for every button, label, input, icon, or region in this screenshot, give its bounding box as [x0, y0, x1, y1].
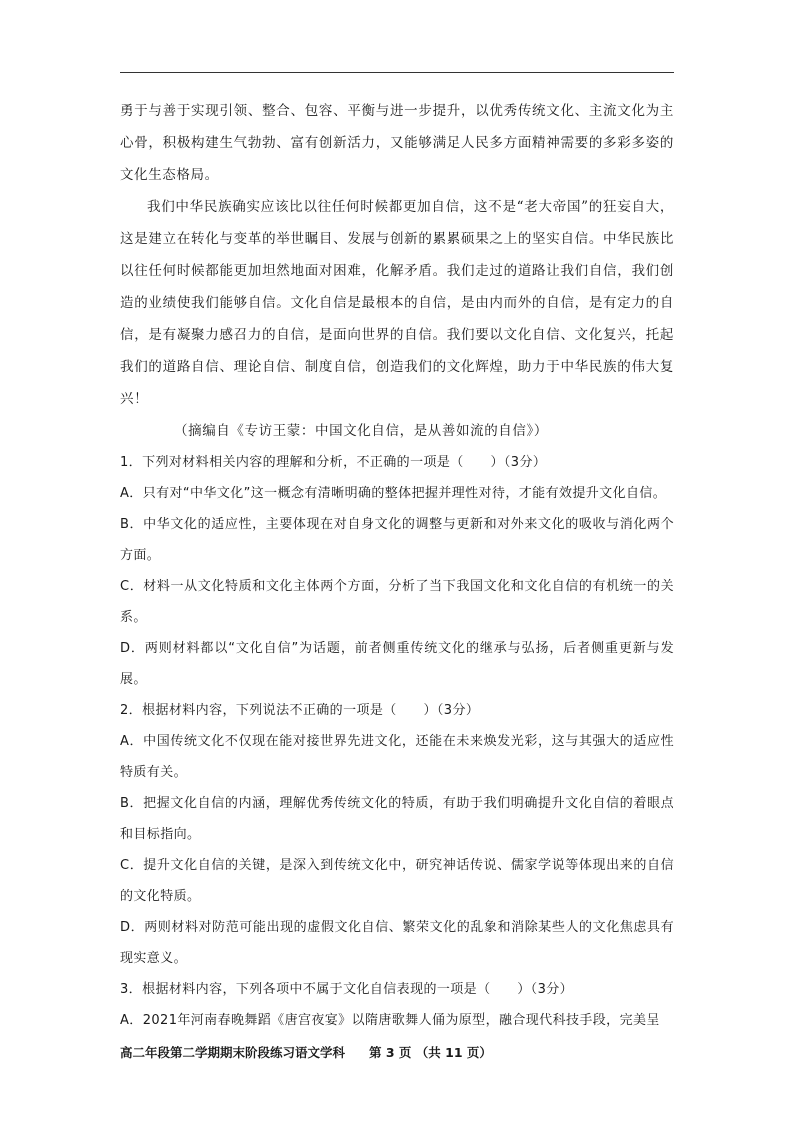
footer-title: 高二年段第二学期期末阶段练习语文学科 — [120, 1045, 346, 1060]
question-stem: 3．根据材料内容，下列各项中不属于文化自信表现的一项是（ ）（3分） — [120, 982, 574, 997]
page-number: 第 3 页 （共 11 页） — [369, 1045, 492, 1060]
option-a: A．中国传统文化不仅现在能对接世界先进文化，还能在未来焕发光彩，这与其强大的适应性特质有关。 — [120, 734, 674, 780]
option-c: C．材料一从文化特质和文化主体两个方面，分析了当下我国文化和文化自信的有机统一的关系。 — [120, 579, 674, 625]
passage-paragraph-2: 我们中华民族确实应该比以往任何时候都更加自信，这不是“老大帝国”的狂妄自大，这是建立在转化与变革的举世瞩目、发展与创新的累累硕果之上的坚实自信。中华民族比以往任何时候都能更加坦然地面对困难，化解矛盾。我们走过的道路让我们自信，我们创造的业绩使我们能够自信。文化自信是最根本的自信，是由内而外的自信，是有定力的自信，是有凝聚力感召力的自信，是面向世界的自信。我们要以文化自信、文化复兴，托起我们的道路自信、理论自信、制度自信，创造我们的文化辉煌，助力于中华民族的伟大复兴！ — [120, 199, 674, 407]
question-3 — [120, 974, 674, 1036]
question-stem: 1．下列对材料相关内容的理解和分析，不正确的一项是（ ）（3分） — [120, 455, 547, 470]
header-rule — [120, 72, 674, 73]
option-a: A．只有对“中华文化”这一概念有清晰明确的整体把握并理性对待，才能有效提升文化自信。 — [120, 486, 667, 501]
option-b: B．中华文化的适应性，主要体现在对自身文化的调整与更新和对外来文化的吸收与消化两个方面。 — [120, 517, 674, 563]
page-footer — [120, 1044, 674, 1062]
passage-paragraph-1: 勇于与善于实现引领、整合、包容、平衡与进一步提升，以优秀传统文化、主流文化为主心骨，积极构建生气勃勃、富有创新活力，又能够满足人民多方面精神需要的多彩多姿的文化生态格局。 — [120, 103, 674, 183]
passage-source: （摘编自《专访王蒙：中国文化自信，是从善如流的自信》） — [174, 423, 548, 439]
option-b: B．把握文化自信的内涵，理解优秀传统文化的特质，有助于我们明确提升文化自信的着眼点和目标指向。 — [120, 796, 674, 842]
option-a: A．2021年河南春晚舞蹈《唐宫夜宴》以隋唐歌舞人俑为原型，融合现代科技手段，完美呈 — [120, 1013, 660, 1028]
option-d: D．两则材料对防范可能出现的虚假文化自信、繁荣文化的乱象和消除某些人的文化焦虑具有现实意义。 — [120, 920, 674, 966]
question-2 — [120, 695, 674, 974]
option-c: C．提升文化自信的关键，是深入到传统文化中，研究神话传说、儒家学说等体现出来的自信的文化特质。 — [120, 858, 674, 904]
page-content — [120, 95, 674, 1036]
question-stem: 2．根据材料内容，下列说法不正确的一项是（ ）（3分） — [120, 703, 480, 718]
question-1 — [120, 447, 674, 695]
option-d: D．两则材料都以“文化自信”为话题，前者侧重传统文化的继承与弘扬，后者侧重更新与发展。 — [120, 641, 674, 687]
